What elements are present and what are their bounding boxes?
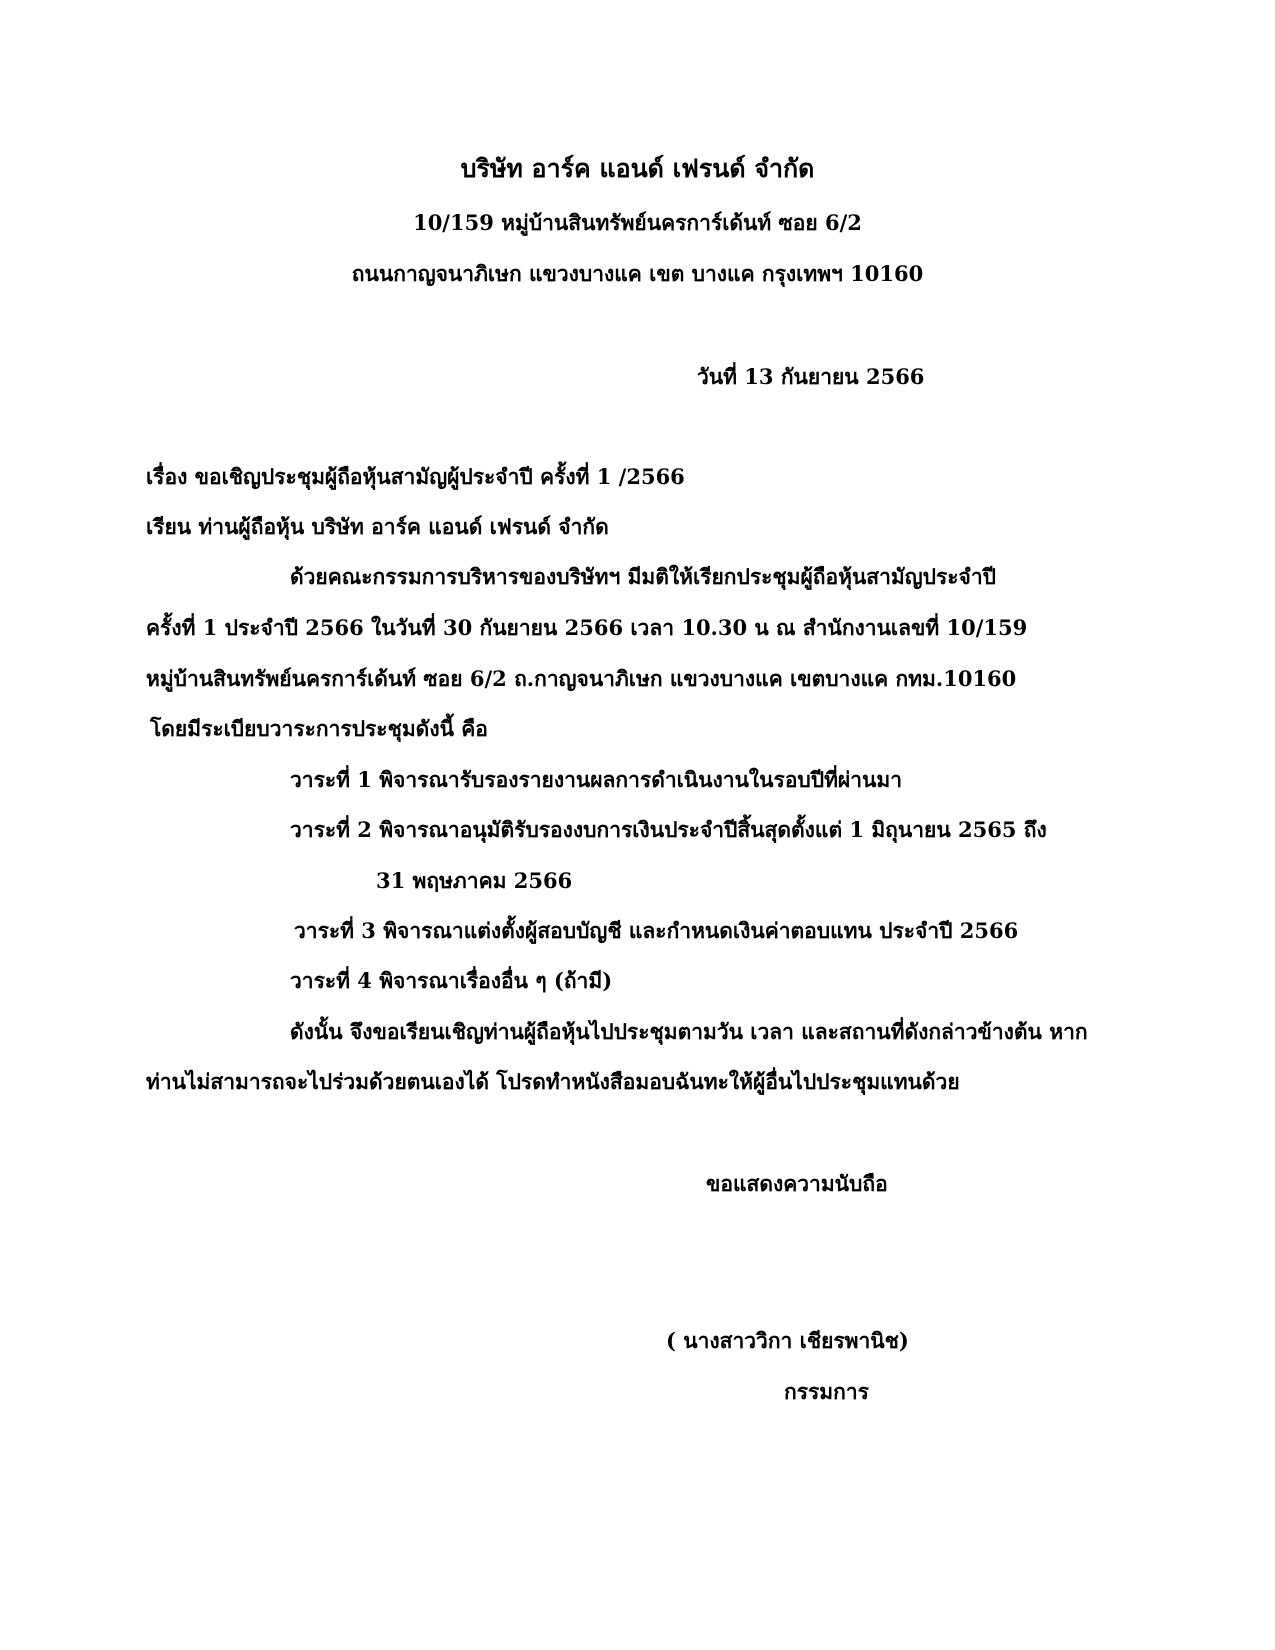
letter-date: วันที่ 13 กันยายน 2566 [697, 364, 925, 389]
agenda-item-2-line2: 31 พฤษภาคม 2566 [376, 868, 573, 893]
closing-para-line1: ดังนั้น จึงขอเรียนเชิญท่านผู้ถือหุ้นไปประชุมตามวัน เวลา และสถานที่ดังกล่าวข้างต้น หาก [290, 1019, 1088, 1044]
subject-line: เรื่อง ขอเชิญประชุมผู้ถือหุ้นสามัญผู้ประจำปี ครั้งที่ 1 /2566 [146, 464, 685, 489]
closing-regards: ขอแสดงความนับถือ [706, 1171, 888, 1196]
agenda-item-2-line1: วาระที่ 2 พิจารณาอนุมัติรับรองงบการเงินประจำปีสิ้นสุดตั้งแต่ 1 มิถุนายน 2565 ถึง [290, 817, 1047, 842]
closing-para-line2: ท่านไม่สามารถจะไปร่วมด้วยตนเองได้ โปรดทำหนังสือมอบฉันทะให้ผู้อื่นไปประชุมแทนด้วย [146, 1069, 960, 1094]
body-para1-line1: ด้วยคณะกรรมการบริหารของบริษัทฯ มีมติให้เรียกประชุมผู้ถือหุ้นสามัญประจำปี [290, 564, 996, 589]
address-line-2: ถนนกาญจนาภิเษก แขวงบางแค เขต บางแค กรุงเทพฯ 10160 [351, 261, 924, 286]
body-para1-line4: โดยมีระเบียบวาระการประชุมดังนี้ คือ [150, 716, 488, 741]
body-para1-line3: หมู่บ้านสินทรัพย์นครการ์เด้นท์ ซอย 6/2 ถ.กาญจนาภิเษก แขวงบางแค เขตบางแค กทม.10160 [146, 666, 1017, 691]
recipient-line: เรียน ท่านผู้ถือหุ้น บริษัท อาร์ค แอนด์ เฟรนด์ จำกัด [146, 514, 609, 539]
signatory-name: ( นางสาววิกา เชียรพานิช) [666, 1328, 909, 1353]
address-line-1: 10/159 หมู่บ้านสินทรัพย์นครการ์เด้นท์ ซอย 6/2 [413, 210, 862, 235]
body-para1-line2: ครั้งที่ 1 ประจำปี 2566 ในวันที่ 30 กันยายน 2566 เวลา 10.30 น ณ สำนักงานเลขที่ 10/159 [146, 615, 1028, 640]
agenda-item-1: วาระที่ 1 พิจารณารับรองรายงานผลการดำเนินงานในรอบปีที่ผ่านมา [290, 767, 903, 792]
agenda-item-3: วาระที่ 3 พิจารณาแต่งตั้งผู้สอบบัญชี และกำหนดเงินค่าตอบแทน ประจำปี 2566 [294, 918, 1019, 943]
signatory-position: กรรมการ [784, 1379, 869, 1404]
agenda-item-4: วาระที่ 4 พิจารณาเรื่องอื่น ๆ (ถ้ามี) [290, 968, 613, 993]
company-name: บริษัท อาร์ค แอนด์ เฟรนด์ จำกัด [460, 154, 815, 183]
